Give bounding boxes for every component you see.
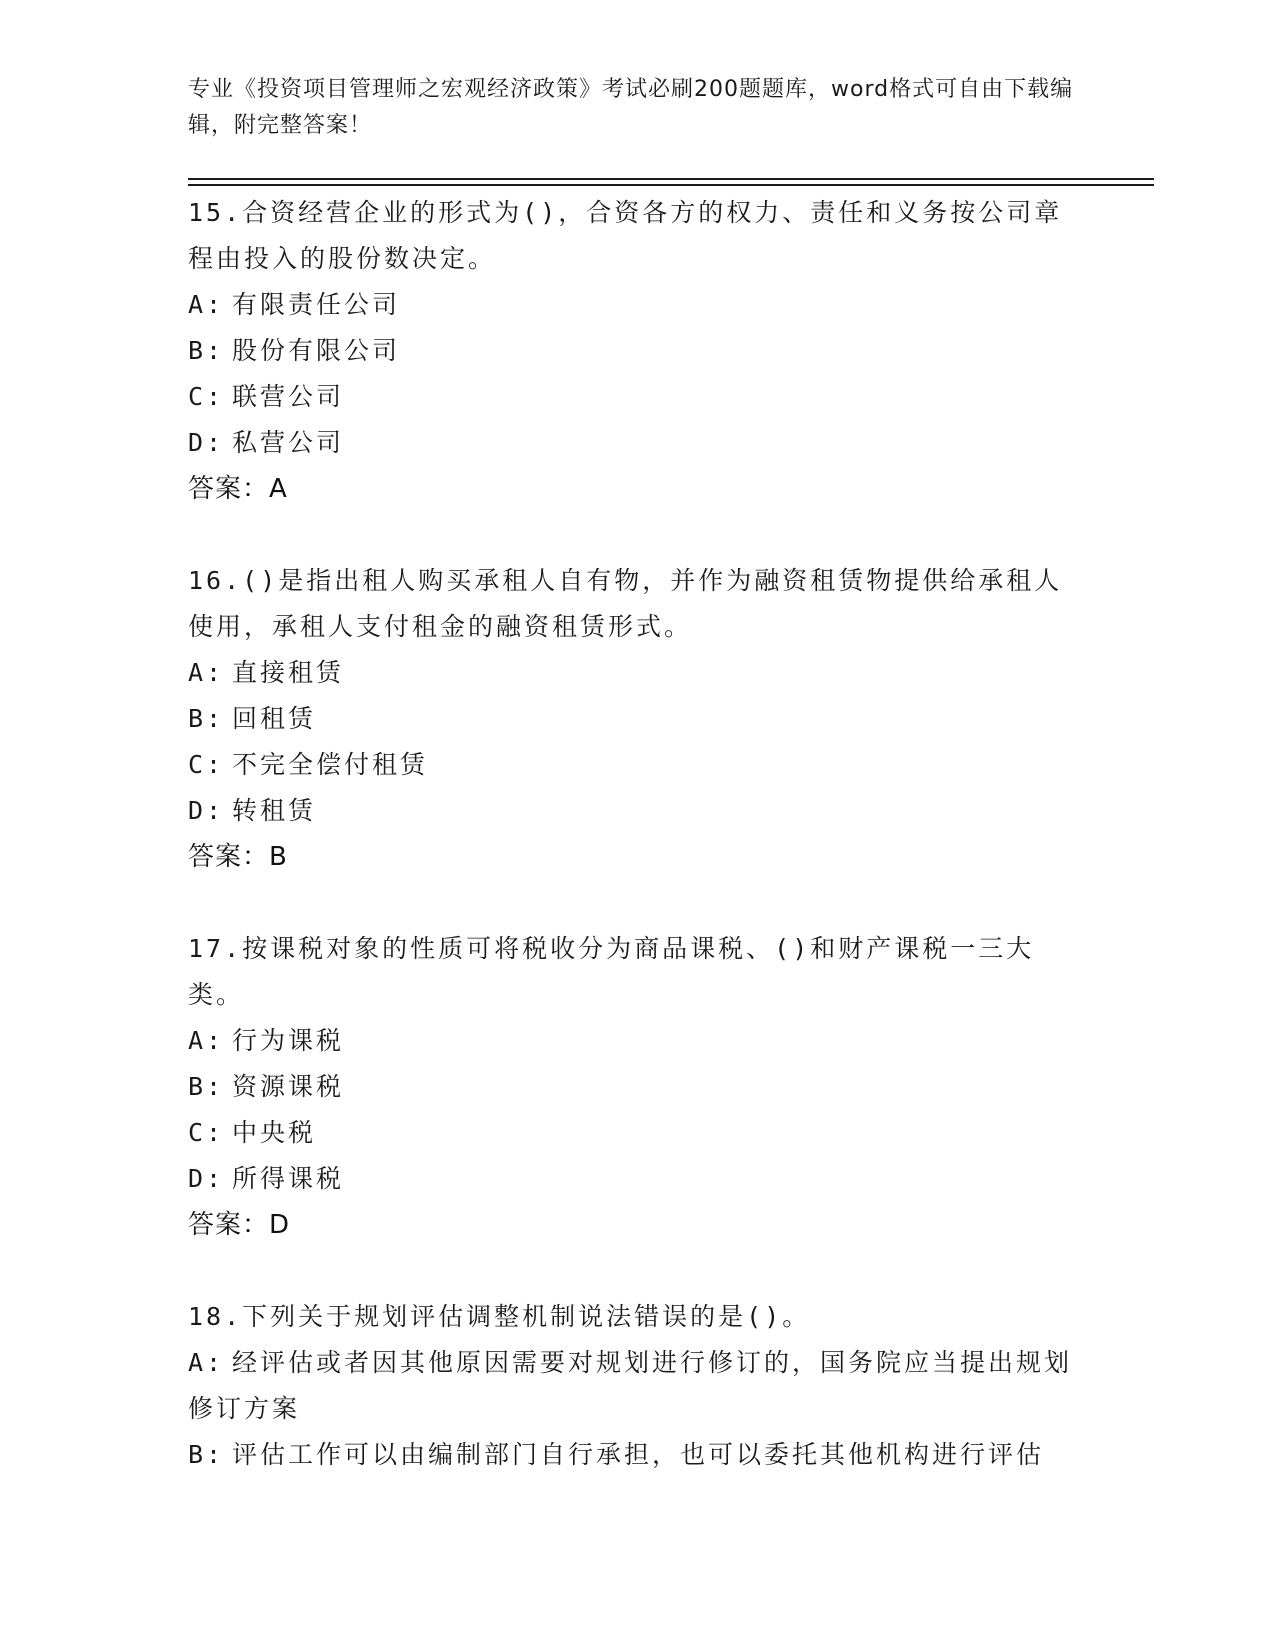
option-b <box>188 696 1078 742</box>
question-list <box>188 190 1078 1478</box>
option-letter: B: <box>188 1072 225 1101</box>
option-a <box>188 282 1078 328</box>
option-d <box>188 420 1078 466</box>
answer-line: 答案：A <box>188 474 288 504</box>
option-c <box>188 374 1078 420</box>
option-text: 股份有限公司 <box>232 336 401 365</box>
option-b <box>188 1432 1078 1478</box>
option-letter: B: <box>188 336 225 365</box>
option-c <box>188 742 1078 788</box>
option-letter: D: <box>188 428 225 457</box>
option-text: 行为课税 <box>232 1026 345 1055</box>
option-letter: A: <box>188 290 225 319</box>
question-text: 16.()是指出租人购买承租人自有物，并作为融资租赁物提供给承租人使用，承租人支付租金的融资租赁形式。 <box>188 566 1063 641</box>
option-b <box>188 328 1078 374</box>
question-text: 18.下列关于规划评估调整机制说法错误的是()。 <box>188 1302 811 1331</box>
option-text: 不完全偿付租赁 <box>232 750 429 779</box>
option-d <box>188 1156 1078 1202</box>
document-intro: 专业《投资项目管理师之宏观经济政策》考试必刷200题题库，word格式可自由下载编辑，附完整答案！ <box>188 77 1074 138</box>
option-letter: A: <box>188 1348 225 1377</box>
answer-line: 答案：D <box>188 1210 291 1240</box>
question-text: 17.按课税对象的性质可将税收分为商品课税、()和财产课税一三大类。 <box>188 934 1035 1009</box>
option-text: 评估工作可以由编制部门自行承担，也可以委托其他机构进行评估 <box>232 1440 1045 1469</box>
question-16 <box>188 558 1078 880</box>
option-text: 私营公司 <box>232 428 345 457</box>
option-letter: D: <box>188 1164 225 1193</box>
header-divider-bottom <box>188 184 1154 186</box>
header-divider-top <box>188 178 1154 180</box>
option-a <box>188 650 1078 696</box>
question-18 <box>188 1294 1078 1478</box>
option-text: 回租赁 <box>232 704 317 733</box>
option-text: 联营公司 <box>232 382 345 411</box>
answer-line: 答案：B <box>188 842 288 872</box>
option-letter: B: <box>188 704 225 733</box>
question-15 <box>188 190 1078 512</box>
option-letter: B: <box>188 1440 225 1469</box>
option-text: 所得课税 <box>232 1164 345 1193</box>
option-letter: A: <box>188 658 225 687</box>
option-letter: D: <box>188 796 225 825</box>
option-text: 中央税 <box>232 1118 317 1147</box>
option-text: 经评估或者因其他原因需要对规划进行修订的，国务院应当提出规划修订方案 <box>188 1348 1073 1423</box>
option-text: 有限责任公司 <box>232 290 401 319</box>
option-d <box>188 788 1078 834</box>
option-text: 转租赁 <box>232 796 317 825</box>
option-b <box>188 1064 1078 1110</box>
question-text: 15.合资经营企业的形式为()，合资各方的权力、责任和义务按公司章程由投入的股份数决定。 <box>188 198 1063 273</box>
option-c <box>188 1110 1078 1156</box>
question-17 <box>188 926 1078 1248</box>
option-letter: C: <box>188 750 225 779</box>
option-letter: C: <box>188 1118 225 1147</box>
option-a <box>188 1340 1078 1432</box>
option-text: 直接租赁 <box>232 658 345 687</box>
option-text: 资源课税 <box>232 1072 345 1101</box>
option-letter: C: <box>188 382 225 411</box>
option-a <box>188 1018 1078 1064</box>
option-letter: A: <box>188 1026 225 1055</box>
